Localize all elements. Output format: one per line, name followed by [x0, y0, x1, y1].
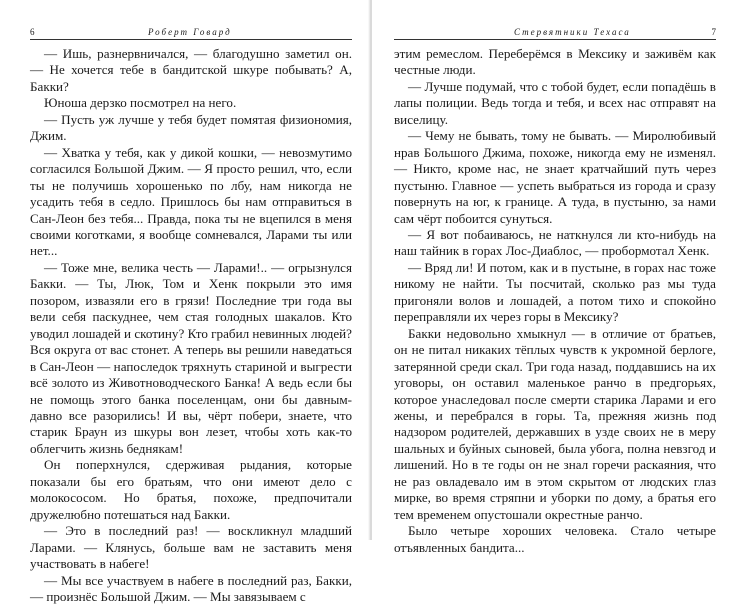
right-running-header: [394, 26, 716, 40]
paragraph: Он поперхнулся, сдерживая рыдания, которые показали бы его братьям, что они имеют дело с молокососом. Но братья, похоже, предпочитали дружелюбно потешаться над Бакки.: [30, 457, 352, 523]
paragraph: — Хватка у тебя, как у дикой кошки, — невозмутимо согласился Большой Джим. — Я просто решил, что, если ты не получишь хорошенько по лбу, нам никогда не усадить тебя в седло. Пришлось бы нам отправиться в Сан-Леон без тебя... Правда, пока ты не вцепился в меня своими коготками, я вообще сомневался, Ларами ты или нет...: [30, 145, 352, 260]
paragraph: — Пусть уж лучше у тебя будет помятая физиономия, Джим.: [30, 112, 352, 145]
paragraph-continuation: этим ремеслом. Переберёмся в Мексику и заживём как честные люди.: [394, 46, 716, 79]
paragraph: Бакки недовольно хмыкнул — в отличие от братьев, он не питал никаких тёплых чувств к укромной берлоге, затерянной среди скал. Три года назад, поддавшись на их уговоры, он оставил маленькое ранчо в предгорьях, которое унаследовал после смерти старика Ларами и его жены, и перебрался в горы. Та, прежняя жизнь под надзором родителей, державших в узде своих не в меру шальных и буйных сыновей, была убога, полна невзгод и лишений. Но в те годы он не знал горечи раскаяния, что не раз овладевало им в этом скрытом от людских глаз мирке, во время стряпни и уборки по дому, а братья его тем временем опустошали окрестные ранчо.: [394, 326, 716, 523]
right-page: [372, 0, 743, 540]
paragraph: — Тоже мне, велика честь — Ларами!.. — огрызнулся Бакки. — Ты, Люк, Том и Хенк покрыли это имя позором, извазяли его в грязи! Последние три года вы вели себя паскуднее, чем стая голодных шакалов. Кто уводил лошадей и скотину? Кто грабил невинных людей? Вся округа от вас стонет. А теперь вы решили наведаться в Сан-Леон — напоследок тряхнуть стариной и выгрести всё золото из Животноводческого Банка! А ведь если бы не помощь этого банка поселенцам, они бы давным-давно все разорились! И вы, чёрт побери, знаете, что старик Браун из шкуры вон лезет, чтобы хоть как-то облегчить жизнь беднякам!: [30, 260, 352, 457]
paragraph: — Это в последний раз! — воскликнул младший Ларами. — Клянусь, больше вам не заставить меня участвовать в набеге!: [30, 523, 352, 572]
paragraph: — Чему не бывать, тому не бывать. — Миролюбивый нрав Большого Джима, похоже, никогда ему не изменял. — Никто, кроме нас, не знает кратчайший путь через пустыню. Главное — успеть выбраться из города и сразу повернуть на юг, к границе. А туда, в пустыню, за нами сам чёрт побоится сунуться.: [394, 128, 716, 227]
paragraph: — Лучше подумай, что с тобой будет, если попадёшь в лапы полиции. Ведь тогда и тебя, и всех нас отправят на виселицу.: [394, 79, 716, 128]
paragraph: — Вряд ли! И потом, как и в пустыне, в горах нас тоже никому не найти. Ты посчитай, сколько раз мы туда пригоняли волов и лошадей, а потом тихо и спокойно переправляли их через горы в Мексику?: [394, 260, 716, 326]
right-page-text: [394, 46, 716, 556]
left-page-text: [30, 46, 352, 605]
paragraph: — Мы все участвуем в набеге в последний раз, Бакки, — произнёс Большой Джим. — Мы завязываем с: [30, 573, 352, 605]
paragraph: — Я вот побаиваюсь, не наткнулся ли кто-нибудь на наш тайник в горах Лос-Диаблос, — пробормотал Хенк.: [394, 227, 716, 260]
left-running-header: [30, 26, 352, 40]
left-page-number: 6: [30, 26, 35, 39]
paragraph: — Ишь, разнервничался, — благодушно заметил он. — Не хочется тебе в бандитской шкуре побывать? А, Бакки?: [30, 46, 352, 95]
right-page-number: 7: [712, 26, 717, 39]
left-page: [0, 0, 370, 540]
paragraph: Было четыре хороших человека. Стало четыре отъявленных бандита...: [394, 523, 716, 556]
left-header-author: Роберт Говард: [148, 26, 232, 39]
paragraph: Юноша дерзко посмотрел на него.: [30, 95, 352, 111]
right-header-title: Стервятники Техаса: [514, 26, 631, 39]
